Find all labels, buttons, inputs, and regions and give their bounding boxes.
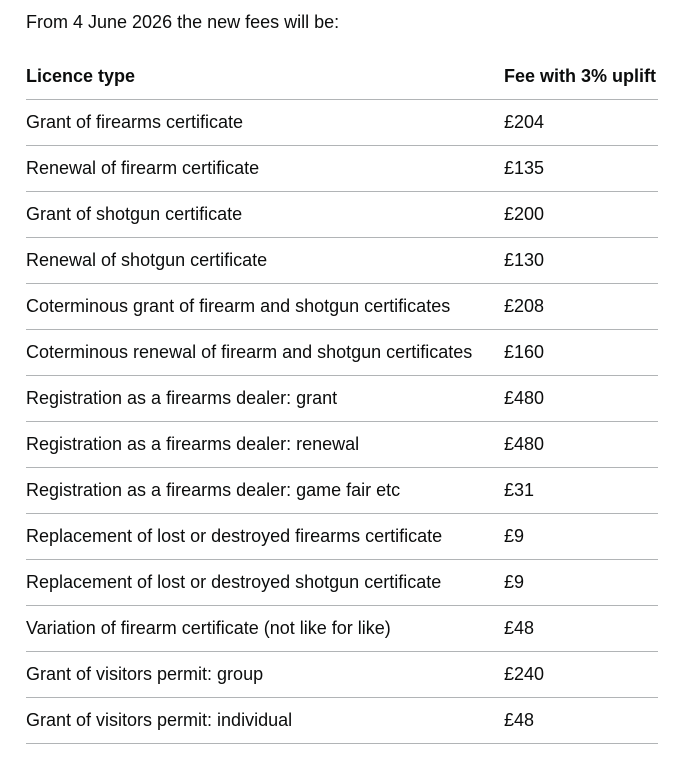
table-row [26,330,658,376]
licence-type-cell: Replacement of lost or destroyed firearms certificate [26,514,504,560]
fee-cell: £240 [504,652,658,698]
fee-cell: £160 [504,330,658,376]
licence-type-cell: Registration as a firearms dealer: renewal [26,422,504,468]
fee-cell: £208 [504,284,658,330]
table-header-row [26,54,658,100]
table-row [26,376,658,422]
fee-cell: £480 [504,376,658,422]
licence-type-cell: Replacement of lost or destroyed shotgun certificate [26,560,504,606]
licence-type-cell: Grant of shotgun certificate [26,192,504,238]
fees-table [26,54,658,744]
table-row [26,652,658,698]
table-row [26,606,658,652]
licence-type-cell: Grant of visitors permit: individual [26,698,504,744]
fee-cell: £480 [504,422,658,468]
table-row [26,238,658,284]
table-row [26,514,658,560]
table-row [26,422,658,468]
fee-cell: £48 [504,698,658,744]
fee-cell: £135 [504,146,658,192]
fee-cell: £9 [504,560,658,606]
fee-cell: £200 [504,192,658,238]
licence-type-cell: Grant of firearms certificate [26,100,504,146]
intro-text: From 4 June 2026 the new fees will be: [26,12,340,32]
licence-type-cell: Coterminous grant of firearm and shotgun certificates [26,284,504,330]
licence-type-cell: Coterminous renewal of firearm and shotgun certificates [26,330,504,376]
table-row [26,100,658,146]
fee-cell: £204 [504,100,658,146]
licence-type-cell: Renewal of shotgun certificate [26,238,504,284]
licence-type-cell: Registration as a firearms dealer: game fair etc [26,468,504,514]
licence-type-cell: Grant of visitors permit: group [26,652,504,698]
licence-type-cell: Renewal of firearm certificate [26,146,504,192]
column-header-licence-type: Licence type [26,54,504,100]
table-row [26,468,658,514]
licence-type-cell: Registration as a firearms dealer: grant [26,376,504,422]
column-header-fee: Fee with 3% uplift [504,54,658,100]
fee-cell: £48 [504,606,658,652]
fee-cell: £130 [504,238,658,284]
fee-cell: £31 [504,468,658,514]
licence-type-cell: Variation of firearm certificate (not like for like) [26,606,504,652]
table-row [26,284,658,330]
table-row [26,192,658,238]
fee-cell: £9 [504,514,658,560]
table-row [26,146,658,192]
table-row [26,560,658,606]
table-row [26,698,658,744]
